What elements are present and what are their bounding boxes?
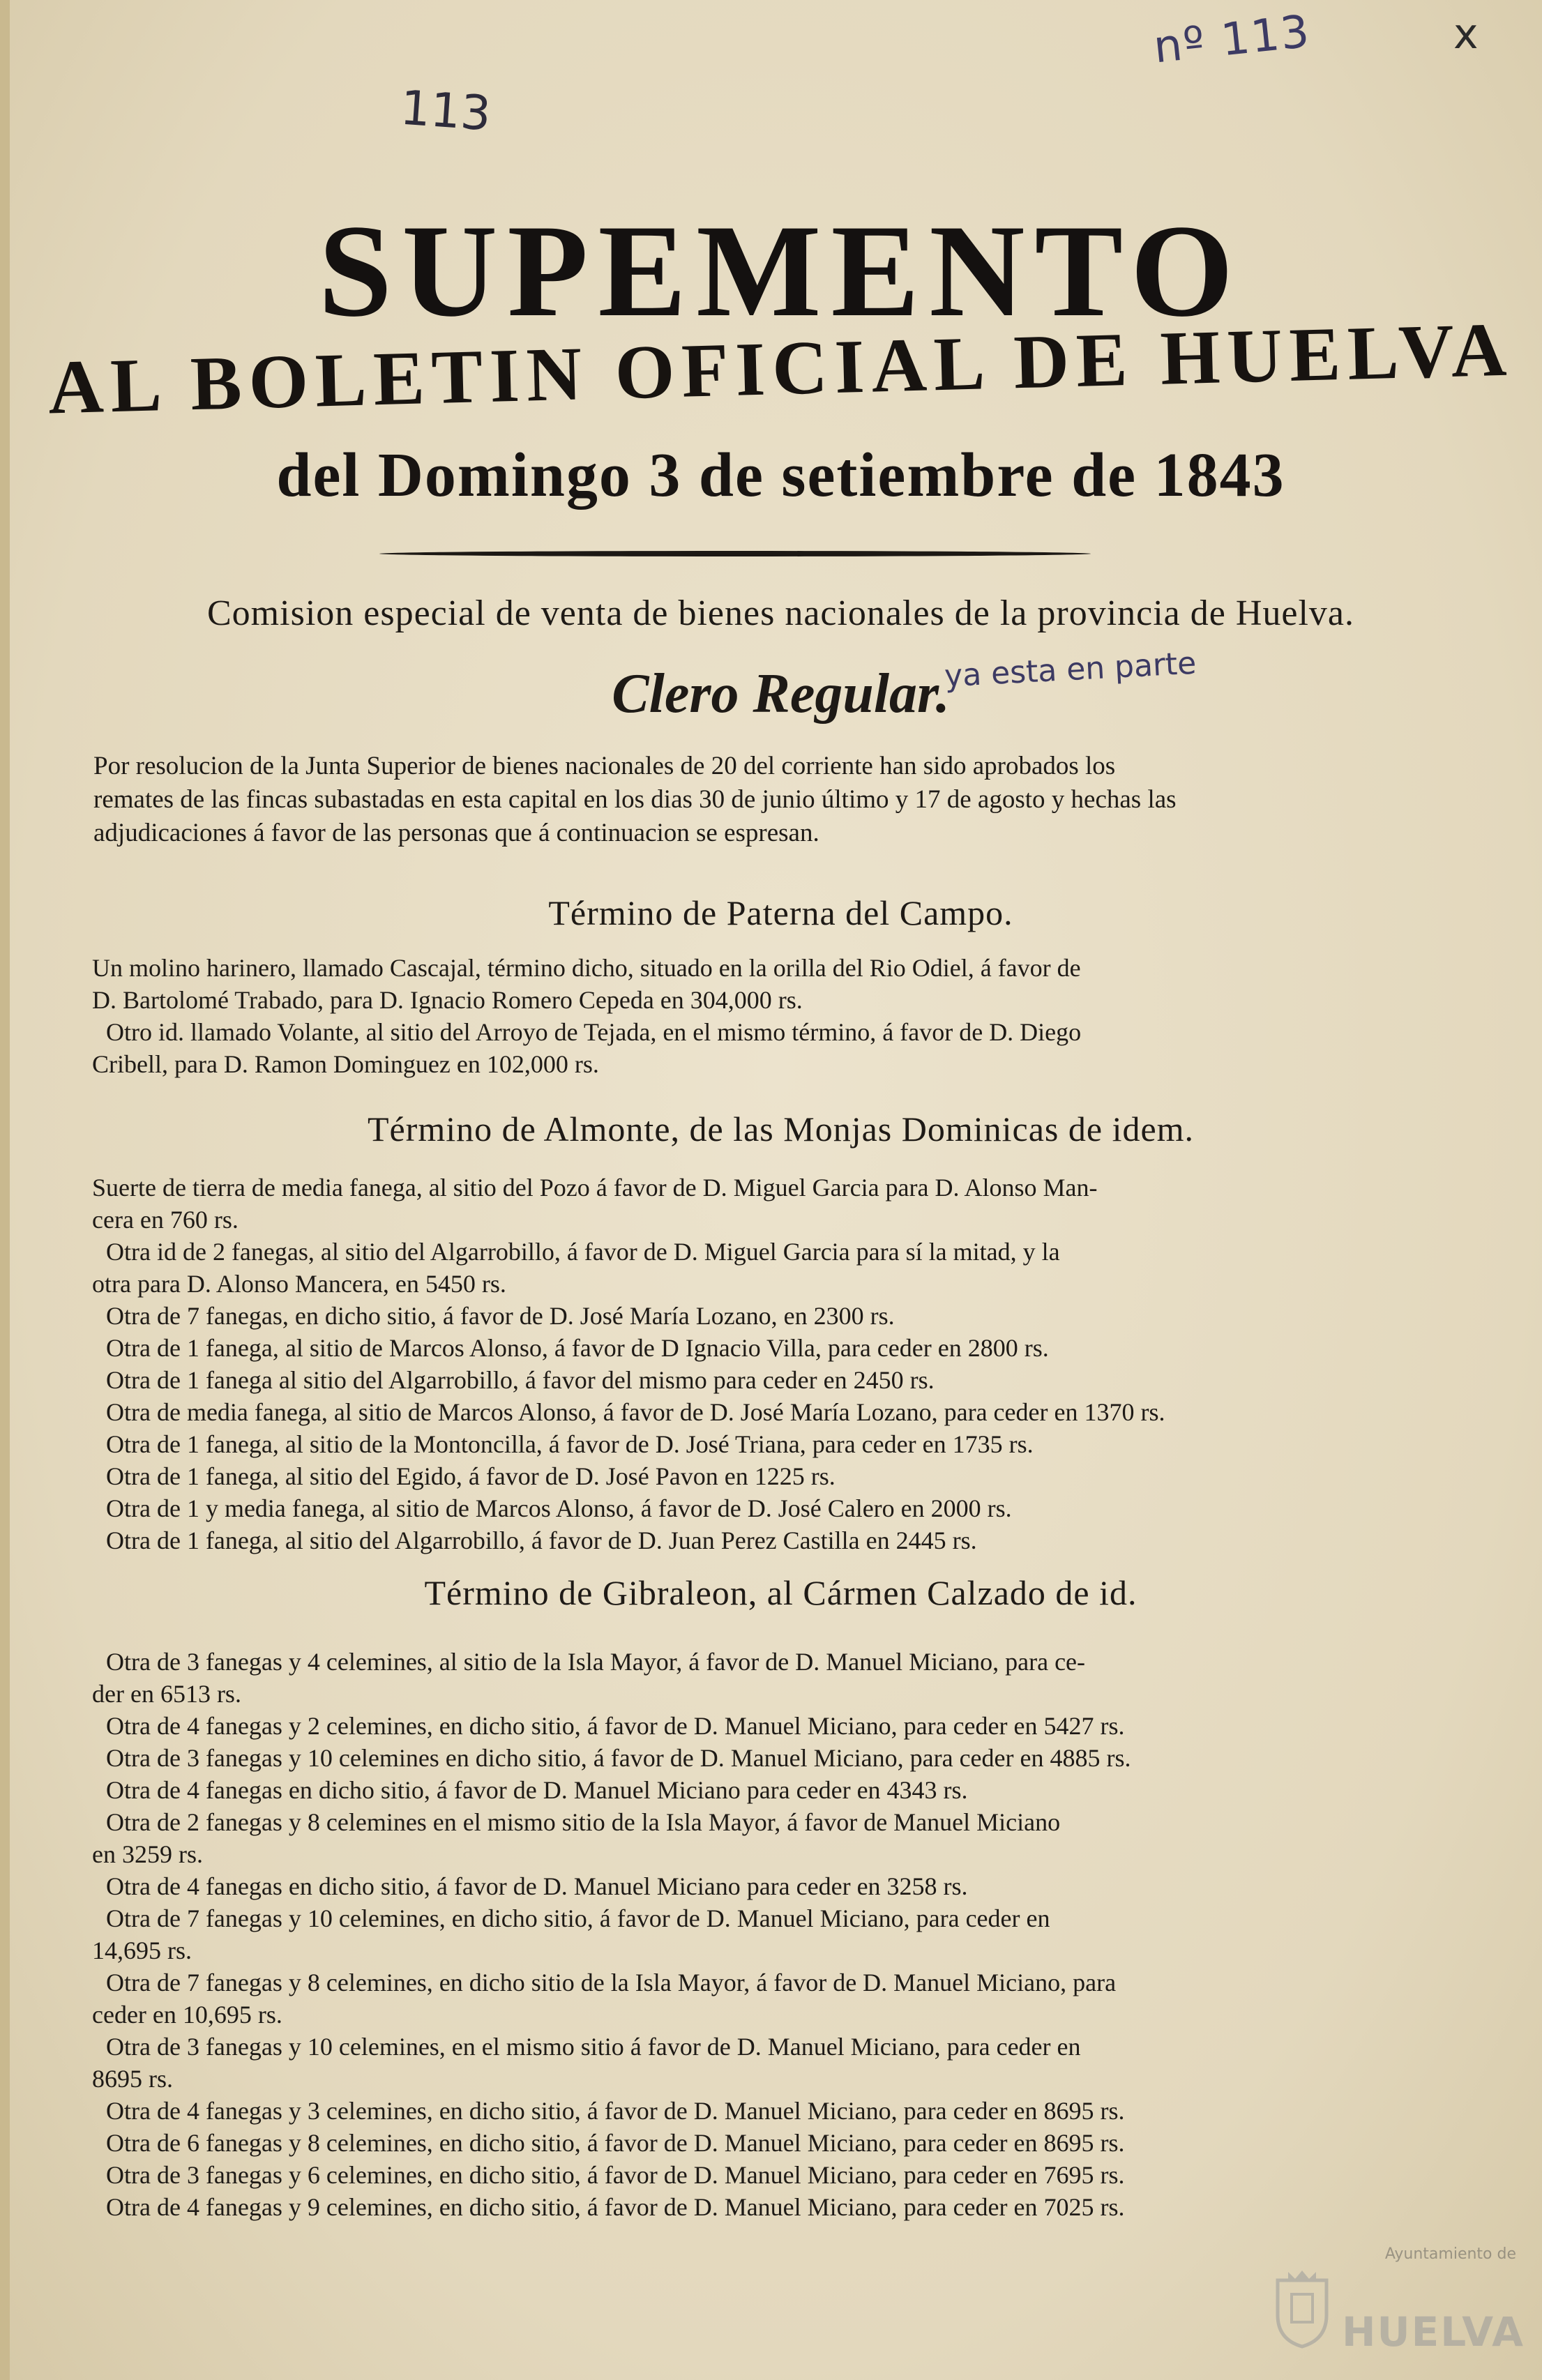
entry-line: Otra de media fanega, al sitio de Marcos Alonso, á favor de D. José María Lozano, para ceder en 1370 rs. bbox=[106, 1398, 1165, 1426]
entry-line: Otra de 1 fanega, al sitio de la Montoncilla, á favor de D. José Triana, para ceder en 1735 rs. bbox=[106, 1430, 1034, 1458]
entry-line: Otra de 1 fanega al sitio del Algarrobillo, á favor del mismo para ceder en 2450 rs. bbox=[106, 1366, 935, 1394]
handwritten-number-annotation: 113 bbox=[398, 80, 493, 142]
section-entries-gibraleon bbox=[92, 1646, 1368, 2223]
clero-heading: Clero Regular. bbox=[612, 663, 950, 725]
entry-line: cera en 760 rs. bbox=[92, 1206, 239, 1234]
intro-paragraph bbox=[93, 750, 1342, 850]
archive-number-annotation: nº 113 bbox=[1151, 6, 1313, 74]
intro-line: adjudicaciones á favor de las personas que á continuacion se espresan. bbox=[93, 819, 819, 847]
entry-line: Otra de 2 fanegas y 8 celemines en el mismo sitio de la Isla Mayor, á favor de Manuel Miciano bbox=[106, 1808, 1061, 1836]
entry-line: Otra de 3 fanegas y 10 celemines en dicho sitio, á favor de D. Manuel Miciano, para ceder en 4885 rs. bbox=[106, 1744, 1131, 1772]
entry-line: 14,695 rs. bbox=[92, 1936, 192, 1964]
entry-line: Otra de 4 fanegas en dicho sitio, á favor de D. Manuel Miciano para ceder en 4343 rs. bbox=[106, 1776, 968, 1804]
entry-line: Otra de 3 fanegas y 10 celemines, en el mismo sitio á favor de D. Manuel Miciano, para ceder en bbox=[106, 2033, 1081, 2061]
entry-line: otra para D. Alonso Mancera, en 5450 rs. bbox=[92, 1270, 506, 1298]
entry-line: en 3259 rs. bbox=[92, 1840, 203, 1868]
intro-line: remates de las fincas subastadas en esta capital en los dias 30 de junio último y 17 de agosto y hechas las bbox=[93, 785, 1177, 814]
entry-line: Otro id. llamado Volante, al sitio del Arroyo de Tejada, en el mismo término, á favor de D. Diego bbox=[106, 1018, 1082, 1046]
cross-mark-annotation: x bbox=[1453, 10, 1479, 59]
entry-line: ceder en 10,695 rs. bbox=[92, 2001, 282, 2029]
document-title: SUPEMENTO bbox=[318, 198, 1244, 344]
commission-heading: Comision especial de venta de bienes nacionales de la provincia de Huelva. bbox=[207, 593, 1354, 633]
entry-line: Otra de 4 fanegas y 2 celemines, en dicho sitio, á favor de D. Manuel Miciano, para ceder en 5427 rs. bbox=[106, 1712, 1125, 1740]
entry-line: der en 6513 rs. bbox=[92, 1680, 241, 1708]
huelva-logo-watermark bbox=[1265, 2238, 1525, 2364]
entry-line: Otra de 4 fanegas y 9 celemines, en dicho sitio, á favor de D. Manuel Miciano, para ceder en 7025 rs. bbox=[106, 2193, 1125, 2221]
intro-line: Por resolucion de la Junta Superior de bienes nacionales de 20 del corriente han sido aprobados los bbox=[93, 752, 1116, 780]
entry-line: D. Bartolomé Trabado, para D. Ignacio Romero Cepeda en 304,000 rs. bbox=[92, 986, 803, 1014]
entry-line: Suerte de tierra de media fanega, al sitio del Pozo á favor de D. Miguel Garcia para D. Alonso Man- bbox=[92, 1174, 1098, 1202]
logo-big-text: HUELVA bbox=[1342, 2308, 1525, 2356]
logo-small-text: Ayuntamiento de bbox=[1384, 2245, 1516, 2263]
entry-line: Otra id de 2 fanegas, al sitio del Algarrobillo, á favor de D. Miguel Garcia para sí la mitad, y la bbox=[106, 1238, 1060, 1266]
entry-line: Otra de 7 fanegas y 8 celemines, en dicho sitio de la Isla Mayor, á favor de D. Manuel Miciano, para bbox=[106, 1969, 1117, 1996]
entry-line: Otra de 6 fanegas y 8 celemines, en dicho sitio, á favor de D. Manuel Miciano, para ceder en 8695 rs. bbox=[106, 2129, 1125, 2157]
entry-line: Cribell, para D. Ramon Dominguez en 102,000 rs. bbox=[92, 1050, 599, 1078]
entry-line: Otra de 1 fanega, al sitio del Egido, á favor de D. José Pavon en 1225 rs. bbox=[106, 1462, 836, 1490]
margin-note-annotation: ya esta en parte bbox=[943, 645, 1197, 695]
entry-line: Otra de 4 fanegas y 3 celemines, en dicho sitio, á favor de D. Manuel Miciano, para ceder en 8695 rs. bbox=[106, 2097, 1125, 2125]
entry-line: Otra de 1 y media fanega, al sitio de Marcos Alonso, á favor de D. José Calero en 2000 rs. bbox=[106, 1494, 1012, 1522]
entry-line: Otra de 1 fanega, al sitio de Marcos Alonso, á favor de D Ignacio Villa, para ceder en 2800 rs. bbox=[106, 1334, 1049, 1362]
section-entries-almonte bbox=[92, 1172, 1368, 1556]
entry-line: Un molino harinero, llamado Cascajal, término dicho, situado en la orilla del Rio Odiel, á favor de bbox=[92, 954, 1081, 982]
document-date: del Domingo 3 de setiembre de 1843 bbox=[276, 441, 1285, 510]
section-heading-paterna: Término de Paterna del Campo. bbox=[548, 893, 1013, 932]
entry-line: Otra de 3 fanegas y 6 celemines, en dicho sitio, á favor de D. Manuel Miciano, para ceder en 7695 rs. bbox=[106, 2161, 1125, 2189]
title-divider bbox=[379, 551, 1091, 556]
entry-line: Otra de 7 fanegas, en dicho sitio, á favor de D. José María Lozano, en 2300 rs. bbox=[106, 1302, 895, 1330]
section-heading-almonte: Término de Almonte, de las Monjas Dominicas de idem. bbox=[367, 1109, 1195, 1149]
crest-icon bbox=[1271, 2266, 1333, 2350]
section-entries-paterna bbox=[92, 952, 1368, 1080]
document-subtitle: AL BOLETIN OFICIAL DE HUELVA bbox=[47, 306, 1515, 430]
entry-line: Otra de 1 fanega, al sitio del Algarrobillo, á favor de D. Juan Perez Castilla en 2445 rs. bbox=[106, 1526, 977, 1554]
section-heading-gibraleon: Término de Gibraleon, al Cármen Calzado de id. bbox=[424, 1573, 1137, 1612]
entry-line: Otra de 4 fanegas en dicho sitio, á favor de D. Manuel Miciano para ceder en 3258 rs. bbox=[106, 1872, 968, 1900]
entry-line: 8695 rs. bbox=[92, 2065, 173, 2093]
entry-line: Otra de 7 fanegas y 10 celemines, en dicho sitio, á favor de D. Manuel Miciano, para ceder en bbox=[106, 1904, 1050, 1932]
entry-line: Otra de 3 fanegas y 4 celemines, al sitio de la Isla Mayor, á favor de D. Manuel Miciano, para ce- bbox=[106, 1648, 1086, 1676]
